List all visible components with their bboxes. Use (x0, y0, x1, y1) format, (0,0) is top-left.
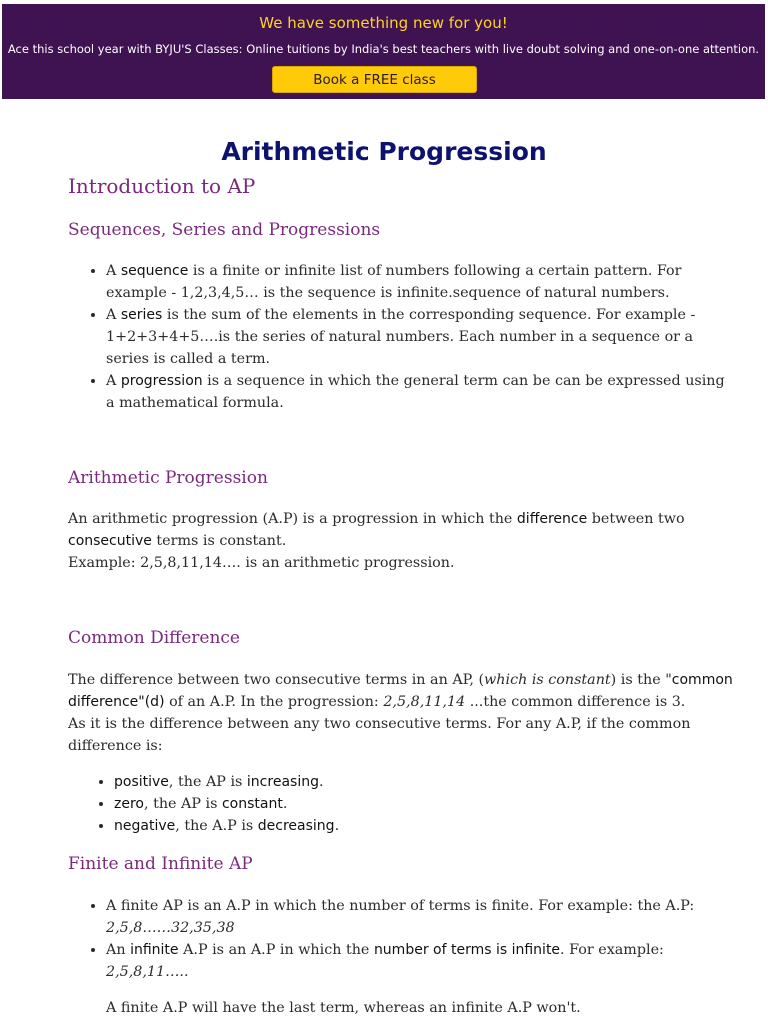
term-progression: progression (120, 373, 203, 389)
common-difference-heading: Common Difference (68, 628, 240, 648)
text: 2,5,8,11….. (106, 964, 189, 980)
finite-infinite-heading: Finite and Infinite AP (68, 854, 253, 874)
list-item (106, 939, 708, 983)
term-sequence: sequence (120, 263, 189, 279)
text: A.P is an A.P in which the (178, 942, 374, 958)
page-title: Arithmetic Progression (221, 137, 547, 166)
text: which is constant (484, 672, 611, 688)
text: of an A.P. In the progression: (164, 694, 384, 710)
text: A (106, 263, 121, 279)
term: negative (114, 818, 176, 834)
text: A finite AP is an A.P in which the number of terms is finite. For example: the A.P: (106, 898, 695, 914)
finite-note: A finite A.P will have the last term, whereas an infinite A.P won't. (106, 1000, 581, 1016)
text: The difference between two consecutive terms in an AP, ( (68, 672, 485, 688)
term-series: series (120, 307, 163, 323)
text: . (318, 774, 324, 790)
text: 2,5,8,11,14 (383, 694, 466, 710)
ap-definition (68, 508, 738, 574)
text: An (106, 942, 131, 958)
list-item (114, 771, 668, 793)
text: . (334, 818, 340, 834)
term-consecutive: consecutive (68, 533, 152, 549)
book-free-class-button[interactable]: Book a FREE class (272, 66, 477, 93)
text: is a sequence in which the general term can be can be expressed using a mathematical formula. (106, 373, 725, 411)
text: An arithmetic progression (A.P) is a progression in which the (68, 511, 517, 527)
ap-heading: Arithmetic Progression (68, 468, 268, 488)
term-difference: difference (516, 511, 588, 527)
intro-heading: Introduction to AP (68, 174, 256, 198)
text: , the AP is (168, 774, 247, 790)
sequences-list (68, 260, 736, 414)
term: zero (114, 796, 144, 812)
text: As it is the difference between any two consecutive terms. For any A.P, if the common difference is: (68, 716, 691, 754)
term-number-of-terms: number of terms is infinite (373, 942, 561, 958)
text: A (106, 373, 121, 389)
sequences-heading: Sequences, Series and Progressions (68, 220, 381, 240)
text: , the AP is (143, 796, 222, 812)
list-item (114, 793, 668, 815)
text: is a finite or infinite list of numbers following a certain pattern. For example - 1,2,3,4,5… is the sequence is infinite.sequence of natural numbers. (106, 263, 682, 301)
list-item (114, 815, 668, 837)
term-common-difference: common difference"(d) (68, 672, 733, 710)
promo-banner (2, 4, 765, 99)
text: 2,5,8……32,35,38 (106, 920, 235, 936)
text: , the A.P is (175, 818, 258, 834)
list-item (106, 370, 736, 414)
list-item (106, 304, 736, 370)
list-item (106, 895, 708, 939)
term: constant (221, 796, 283, 812)
term: increasing (246, 774, 319, 790)
term: decreasing (257, 818, 335, 834)
difference-list (68, 771, 668, 837)
common-difference-text (68, 669, 738, 757)
term-infinite: infinite (130, 942, 179, 958)
term: positive (114, 774, 169, 790)
text: terms is constant. (151, 533, 287, 549)
text: A (106, 307, 121, 323)
text: . (282, 796, 288, 812)
list-item (106, 260, 736, 304)
banner-text: Ace this school year with BYJU'S Classes: Online tuitions by India's best teachers with live doubt solving and one-on-one attention. (7, 42, 760, 56)
ap-example: Example: 2,5,8,11,14…. is an arithmetic progression. (68, 555, 455, 571)
text: ) is the " (610, 672, 672, 688)
finite-infinite-list (68, 895, 708, 983)
text: between two (587, 511, 685, 527)
text: ...the common difference is 3. (465, 694, 686, 710)
text: is the sum of the elements in the corresponding sequence. For example - 1+2+3+4+5….is the series of natural numbers. Each number in a sequence or a series is called a term. (106, 307, 696, 367)
banner-title: We have something new for you! (259, 14, 508, 32)
text: . For example: (560, 942, 664, 958)
